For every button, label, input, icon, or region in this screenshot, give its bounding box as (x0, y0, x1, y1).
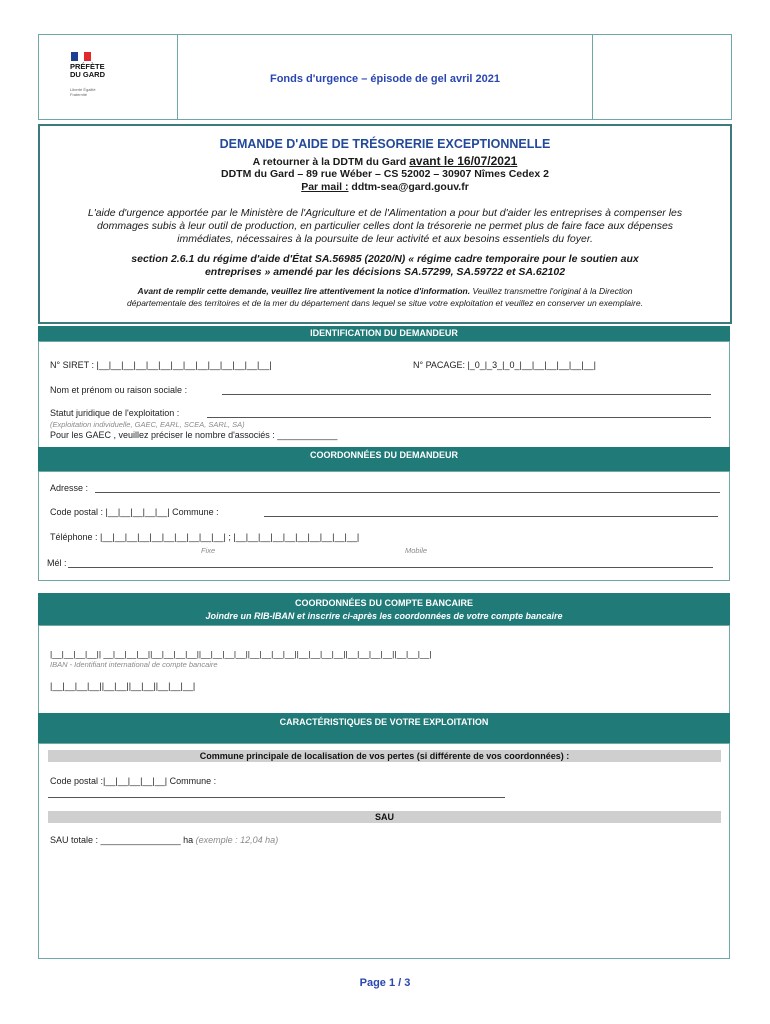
exploitation-band: CARACTÉRISTIQUES DE VOTRE EXPLOITATION (38, 713, 730, 743)
mail-line (40, 181, 730, 193)
pacage-field[interactable]: N° PACAGE: |_0_|_3_|_0_|__|__|__|__|__|__| (413, 360, 596, 370)
section-ref-2: entreprises » amendé par les décisions SA.57299, SA.59722 et SA.62102 (204, 266, 566, 278)
banque-band (38, 593, 730, 625)
logo-line1: PRÉFÈTE (70, 62, 105, 71)
logo-cell (39, 35, 178, 119)
mel-field[interactable] (68, 567, 713, 568)
mail-label: Par mail : (301, 181, 349, 193)
banque-band-title: COORDONNÉES DU COMPTE BANCAIRE (294, 598, 473, 608)
iban-field[interactable]: |__|__|__|__|| __|__|__|__||__|__|__|__||__|__|__|__||__|__|__|__||__|__|__|__||__|__|__|__||__|__|__| (50, 649, 432, 659)
banque-section (38, 625, 730, 715)
statut-label: Statut juridique de l'exploitation : (50, 408, 180, 418)
request-box (38, 124, 732, 324)
intro-line-1: L'aide d'urgence apportée par le Ministère de l'Agriculture et de l'Alimentation a pour but d'aider les entreprises à compenser les (87, 207, 683, 219)
marianne-logo-icon (71, 52, 91, 61)
header-table (38, 34, 732, 120)
commune-field[interactable] (264, 516, 718, 517)
sau-example: (exemple : 12,04 ha) (195, 835, 279, 845)
adresse-label: Adresse : (50, 483, 89, 493)
code-postal-label: Code postal : |__|__|__|__|__| Commune : (50, 507, 219, 517)
nom-field[interactable] (222, 394, 711, 395)
bic-field[interactable]: |__|__|__|__||__|__||__|__||__|__|__| (50, 681, 196, 691)
mail-address[interactable]: ddtm-sea@gard.gouv.fr (348, 181, 469, 193)
coordonnees-section (38, 471, 730, 581)
notice-bold: Avant de remplir cette demande, veuillez lire attentivement la notice d'information. (137, 286, 471, 296)
commune-pertes-field[interactable] (48, 797, 505, 798)
notice-line-2: départementale des territoires et de la mer du département dans lequel se situe votre exploitation et veuillez en conserver un exemplaire. (127, 298, 643, 308)
statut-hint: (Exploitation individuelle, GAEC, EARL, SCEA, SARL, SA) (50, 420, 245, 429)
intro-line-3: immédiates, nécessaires à la poursuite de leur activité et aux besoins essentiels du foyer. (177, 233, 593, 245)
telephone-field[interactable]: Téléphone : |__|__|__|__|__|__|__|__|__|__| ; |__|__|__|__|__|__|__|__|__|__| (50, 532, 360, 542)
sau-title: SAU (48, 811, 721, 823)
return-text: A retourner à la DDTM du Gard (252, 156, 410, 168)
exploitation-cp-field[interactable]: Code postal :|__|__|__|__|__| Commune : (50, 776, 217, 786)
logo-motto: Liberté Égalité Fraternité (70, 87, 96, 97)
mobile-hint: Mobile (405, 546, 428, 555)
header-right-cell (592, 35, 731, 119)
gaec-field[interactable]: Pour les GAEC , veuillez préciser le nombre d'associés : ____________ (50, 430, 338, 440)
deadline: avant le 16/07/2021 (409, 154, 518, 168)
notice-line-1 (40, 286, 730, 297)
statut-field[interactable] (207, 417, 711, 418)
siret-field[interactable]: N° SIRET : |__|__|__|__|__|__|__|__|__|__|__|__|__|__| (50, 360, 272, 370)
intro-line-2: dommages subis à leur outil de production, en particulier celles dont la trésorerie ne permet plus de faire face aux dépenses (96, 220, 674, 232)
ddtm-address: DDTM du Gard – 89 rue Wéber – CS 52002 – 30907 Nîmes Cedex 2 (221, 168, 549, 180)
identification-section (38, 341, 730, 449)
commune-pertes-title: Commune principale de localisation de vos pertes (si différente de vos coordonnées) : (48, 750, 721, 762)
coordonnees-band: COORDONNÉES DU DEMANDEUR (38, 447, 730, 471)
notice-rest: Veuillez transmettre l'original à la Direction (470, 286, 633, 296)
fixe-hint: Fixe (201, 546, 216, 555)
identification-band: IDENTIFICATION DU DEMANDEUR (38, 326, 730, 341)
logo-line2: DU GARD (70, 70, 105, 79)
iban-hint: IBAN - Identifiant international de compte bancaire (50, 660, 218, 669)
adresse-field[interactable] (95, 492, 720, 493)
sau-label: SAU totale : ________________ ha (50, 835, 194, 845)
sau-field[interactable] (50, 835, 278, 845)
exploitation-section (38, 743, 730, 959)
page-number: Page 1 / 3 (359, 977, 411, 989)
return-line (40, 154, 730, 168)
section-ref-1: section 2.6.1 du régime d'aide d'État SA.56985 (2020/N) « régime cadre temporaire pour le soutien aux (131, 253, 639, 265)
request-title: DEMANDE D'AIDE DE TRÉSORERIE EXCEPTIONNELLE (219, 137, 551, 151)
logo-text (70, 63, 105, 79)
banque-band-subtitle: Joindre un RIB-IBAN et inscrire ci-après les coordonnées de votre compte bancaire (205, 611, 563, 621)
nom-label: Nom et prénom ou raison sociale : (50, 385, 188, 395)
header-title: Fonds d'urgence – épisode de gel avril 2021 (269, 73, 501, 85)
mel-label: Mél : (47, 558, 67, 568)
